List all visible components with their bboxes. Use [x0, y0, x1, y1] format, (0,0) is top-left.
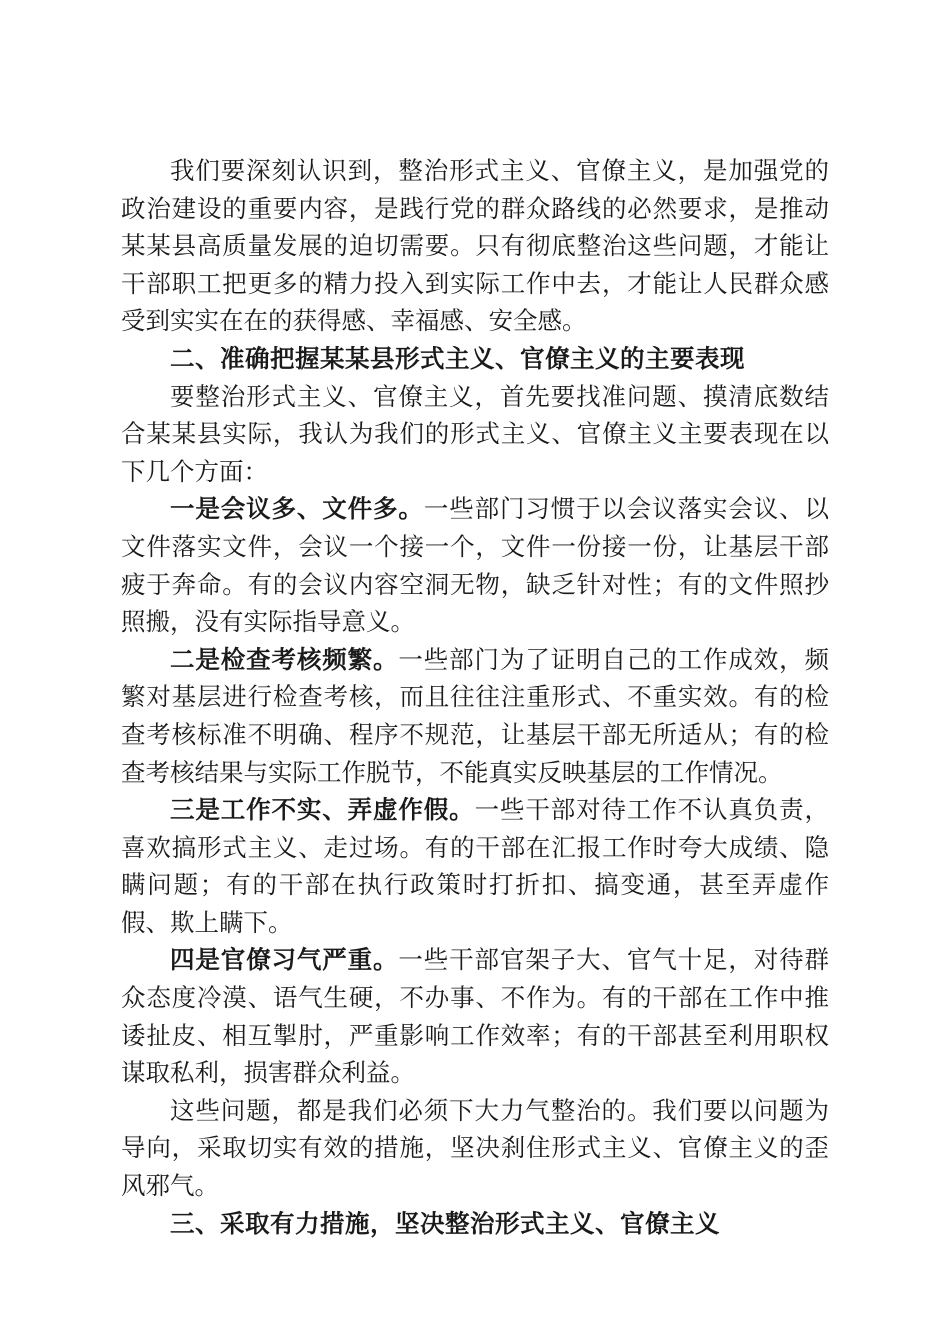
item-body: 一些部门为了证明自己的工作成效，频繁对基层进行检查考核，而且往往注重形式、不重实效。有的检查考核标准不明确、程序不规范，让基层干部无所适从；有的检查考核结果与实际工作脱节，不能真实反映基层的工作情况。: [121, 644, 830, 787]
list-item: [121, 490, 829, 640]
item-lead: 四是官僚习气严重。: [170, 945, 399, 975]
section-2-closing: 这些问题，都是我们必须下大力气整治的。我们要以问题为导向，采取切实有效的措施，坚决刹住形式主义、官僚主义的歪风邪气。: [121, 1095, 829, 1201]
section-heading-3: 三、采取有力措施，坚决整治形式主义、官僚主义: [170, 1208, 720, 1238]
list-item: [121, 791, 829, 941]
item-lead: 三是工作不实、弄虚作假。: [170, 795, 475, 825]
section-heading-2: 二、准确把握某某县形式主义、官僚主义的主要表现: [170, 343, 745, 373]
paragraph-intro-conclusion: 我们要深刻认识到，整治形式主义、官僚主义，是加强党的政治建设的重要内容，是践行党的群众路线的必然要求，是推动某某县高质量发展的迫切需要。只有彻底整治这些问题，才能让干部职工把更多的精力投入到实际工作中去，才能让人民群众感受到实实在在的获得感、幸福感、安全感。: [121, 156, 829, 336]
document-page: [121, 152, 829, 1242]
item-lead: 二是检查考核频繁。: [170, 644, 399, 674]
item-body: 一些干部官架子大、官气十足，对待群众态度冷漠、语气生硬，不办事、不作为。有的干部在工作中推诿扯皮、相互掣肘，严重影响工作效率；有的干部甚至利用职权谋取私利，损害群众利益。: [121, 945, 830, 1088]
item-body: 一些干部对待工作不认真负责，喜欢搞形式主义、走过场。有的干部在汇报工作时夸大成绩、隐瞒问题；有的干部在执行政策时打折扣、搞变通，甚至弄虚作假、欺上瞒下。: [121, 795, 830, 937]
item-body: 一些部门习惯于以会议落实会议、以文件落实文件，会议一个接一个，文件一份接一份，让基层干部疲于奔命。有的会议内容空洞无物，缺乏针对性；有的文件照抄照搬，没有实际指导意义。: [121, 494, 830, 637]
item-lead: 一是会议多、文件多。: [170, 494, 424, 524]
section-2-intro: 要整治形式主义、官僚主义，首先要找准问题、摸清底数结合某某县实际，我认为我们的形式主义、官僚主义主要表现在以下几个方面：: [121, 381, 829, 486]
list-item: [121, 941, 829, 1091]
list-item: [121, 641, 829, 791]
